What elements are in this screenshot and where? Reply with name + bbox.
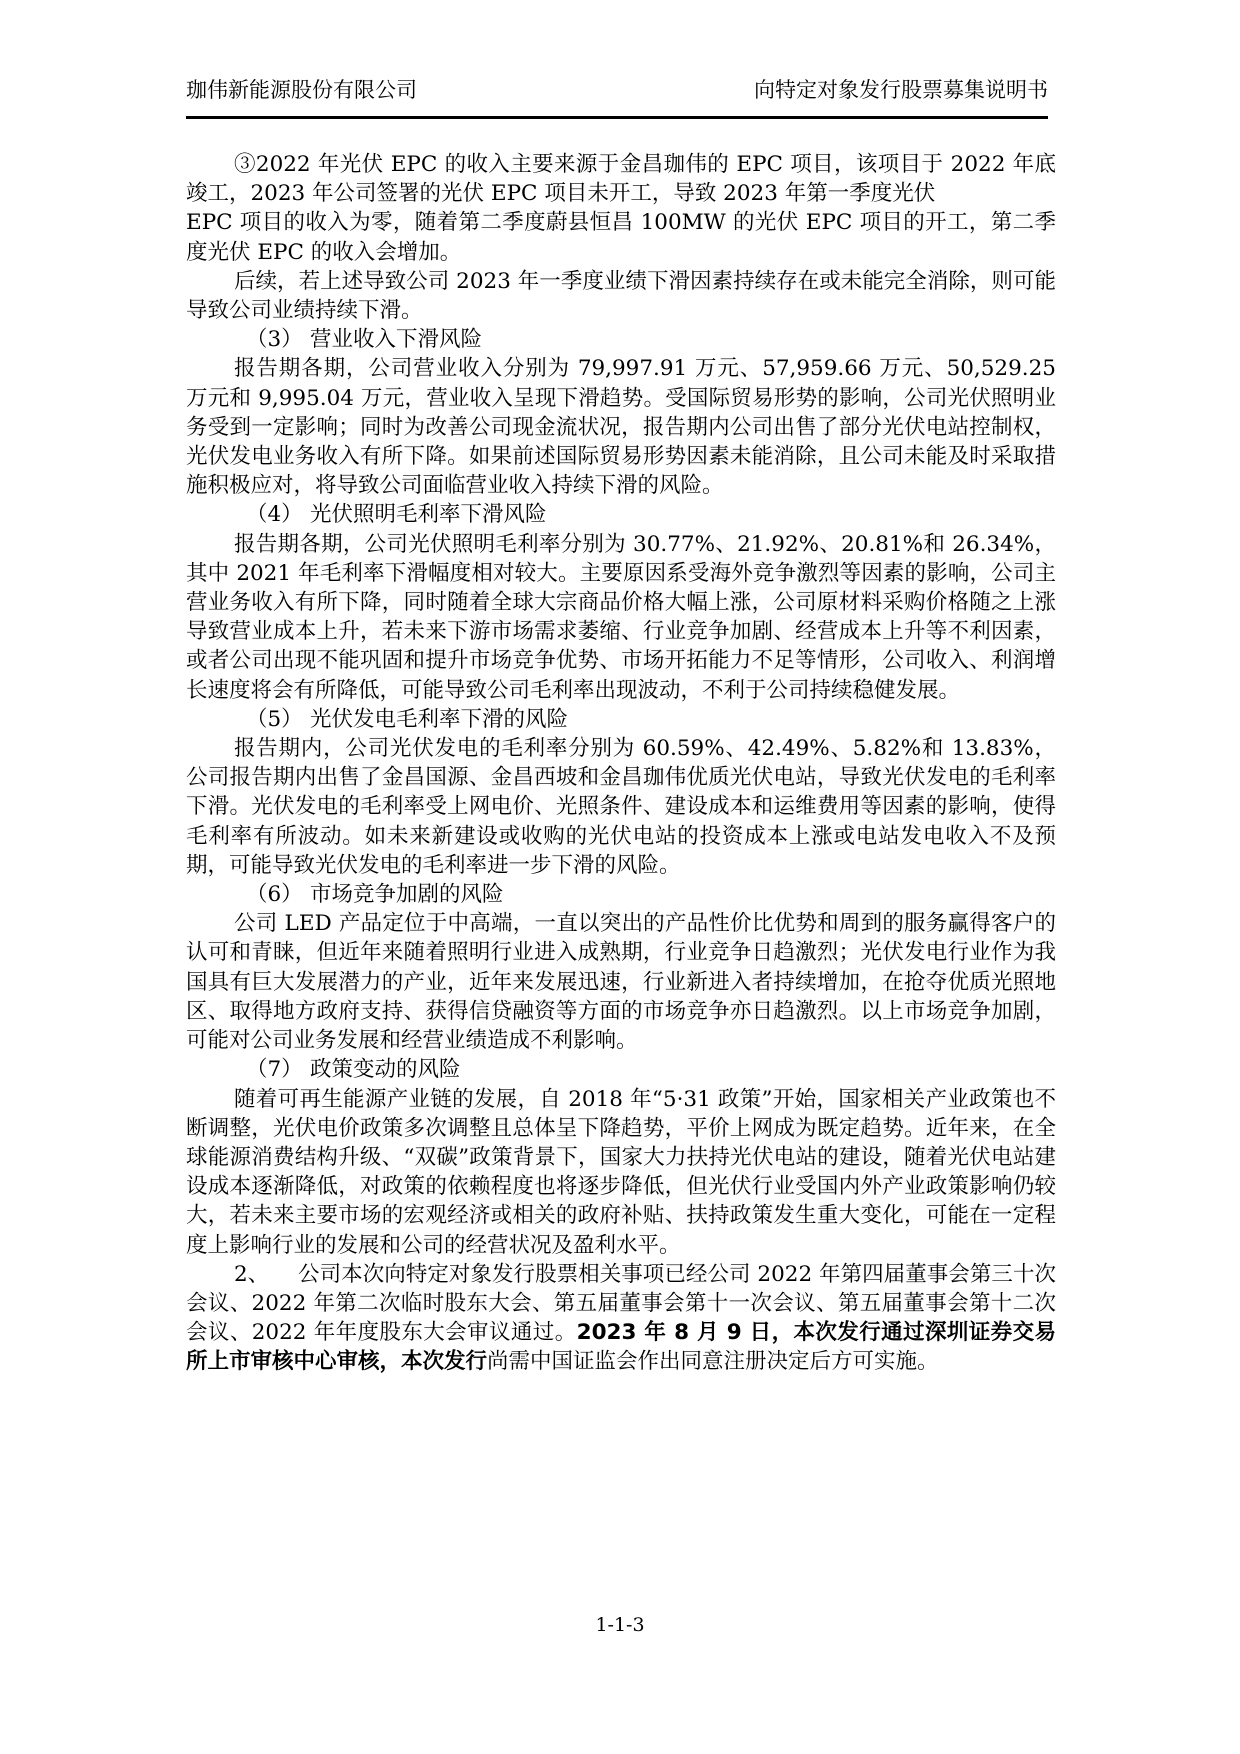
- section-number-3: （3）: [246, 327, 303, 353]
- paragraph-epc-2: EPC 项目的收入为零，随着第二季度蔚县恒昌 100MW 的光伏 EPC 项目的开工，第二季度光伏 EPC 的收入会增加。: [186, 210, 1056, 265]
- item-2-number: 2、: [234, 1261, 270, 1287]
- section-title-6: 市场竞争加剧的风险: [310, 882, 504, 908]
- section-heading-7: [186, 1055, 1056, 1084]
- page-number: 1-1-3: [595, 1614, 645, 1636]
- header-document-title: 向特定对象发行股票募集说明书: [754, 78, 1048, 102]
- section-number-7: （7）: [246, 1057, 303, 1083]
- section-title-4: 光伏照明毛利率下滑风险: [310, 502, 547, 528]
- section-heading-4: [186, 500, 1056, 529]
- section-heading-5: [186, 705, 1056, 734]
- section-body-4: 报告期各期，公司光伏照明毛利率分别为 30.77%、21.92%、20.81%和 26.34%，其中 2021 年毛利率下滑幅度相对较大。主要原因系受海外竞争激烈等因素的影响，公司主营业务收入有所下降，同时随着全球大宗商品价格大幅上涨，公司原材料采购价格随之上涨导致营业成本上升，若未来下游市场需求萎缩、行业竞争加剧、经营成本上升等不利因素，或者公司出现不能巩固和提升市场竞争优势、市场开拓能力不足等情形，公司收入、利润增长速度将会有所降低，可能导致公司毛利率出现波动，不利于公司持续稳健发展。: [186, 531, 1056, 703]
- section-number-6: （6）: [246, 882, 303, 908]
- item-2-tail-text: 尚需中国证监会作出同意注册决定后方可实施。: [487, 1349, 939, 1375]
- section-heading-3: [186, 325, 1056, 354]
- document-body: [186, 150, 1056, 1377]
- section-heading-6: [186, 880, 1056, 909]
- section-body-3: 报告期各期，公司营业收入分别为 79,997.91 万元、57,959.66 万元、50,529.25 万元和 9,995.04 万元，营业收入呈现下滑趋势。受国际贸易形势的影响，公司光伏照明业务受到一定影响；同时为改善公司现金流状况，报告期内公司出售了部分光伏电站控制权，光伏发电业务收入有所下降。如果前述国际贸易形势因素未能消除，且公司未能及时采取措施积极应对，将导致公司面临营业收入持续下滑的风险。: [186, 356, 1056, 499]
- item-2-text: 公司本次向特定对象发行股票相关事项已经公司 2022 年第四届董事会第三十次会议、2022 年第二次临时股东大会、第五届董事会第十一次会议、第五届董事会第十二次会议、2022 年年度股东大会审议通过。: [186, 1261, 1056, 1346]
- paragraph-followup: 后续，若上述导致公司 2023 年一季度业绩下滑因素持续存在或未能完全消除，则可能导致公司业绩持续下滑。: [186, 268, 1056, 324]
- section-title-5: 光伏发电毛利率下滑的风险: [310, 706, 569, 732]
- section-number-4: （4）: [246, 502, 303, 528]
- header-company-name: 珈伟新能源股份有限公司: [186, 78, 417, 102]
- section-body-5: 报告期内，公司光伏发电的毛利率分别为 60.59%、42.49%、5.82%和 13.83%，公司报告期内出售了金昌国源、金昌西坡和金昌珈伟优质光伏电站，导致光伏发电的毛利率下滑。光伏发电的毛利率受上网电价、光照条件、建设成本和运维费用等因素的影响，使得毛利率有所波动。如未来新建设或收购的光伏电站的投资成本上涨或电站发电收入不及预期，可能导致光伏发电的毛利率进一步下滑的风险。: [186, 736, 1056, 878]
- page-header: [186, 74, 1048, 114]
- paragraph-epc-1: ③2022 年光伏 EPC 的收入主要来源于金昌珈伟的 EPC 项目，该项目于 2022 年底竣工，2023 年公司签署的光伏 EPC 项目未开工，导致 2023 年第一季度光伏: [186, 152, 1056, 207]
- item-2-paragraph: [186, 1260, 1056, 1377]
- section-title-7: 政策变动的风险: [310, 1057, 461, 1083]
- section-number-5: （5）: [246, 706, 303, 732]
- item-2-bold-text: 2023 年 8 月 9 日，本次发行通过深圳证券交易所上市审核中心审核，本次发行: [186, 1320, 1056, 1375]
- section-body-7: 随着可再生能源产业链的发展，自 2018 年“5·31 政策”开始，国家相关产业政策也不断调整，光伏电价政策多次调整且总体呈下降趋势，平价上网成为既定趋势。近年来，在全球能源消费结构升级、“双碳”政策背景下，国家大力扶持光伏电站的建设，随着光伏电站建设成本逐渐降低，对政策的依赖程度也将逐步降低，但光伏行业受国内外产业政策影响仍较大，若未来主要市场的宏观经济或相关的政府补贴、扶持政策发生重大变化，可能在一定程度上影响行业的发展和公司的经营状况及盈利水平。: [186, 1086, 1056, 1258]
- section-title-3: 营业收入下滑风险: [310, 327, 483, 353]
- section-body-6: 公司 LED 产品定位于中高端，一直以突出的产品性价比优势和周到的服务赢得客户的认可和青睐，但近年来随着照明行业进入成熟期，行业竞争日趋激烈；光伏发电行业作为我国具有巨大发展潜力的产业，近年来发展迅速，行业新进入者持续增加，在抢夺优质光照地区、取得地方政府支持、获得信贷融资等方面的市场竞争亦日趋激烈。以上市场竞争加剧，可能对公司业务发展和经营业绩造成不利影响。: [186, 911, 1056, 1054]
- header-rule: [186, 116, 1048, 119]
